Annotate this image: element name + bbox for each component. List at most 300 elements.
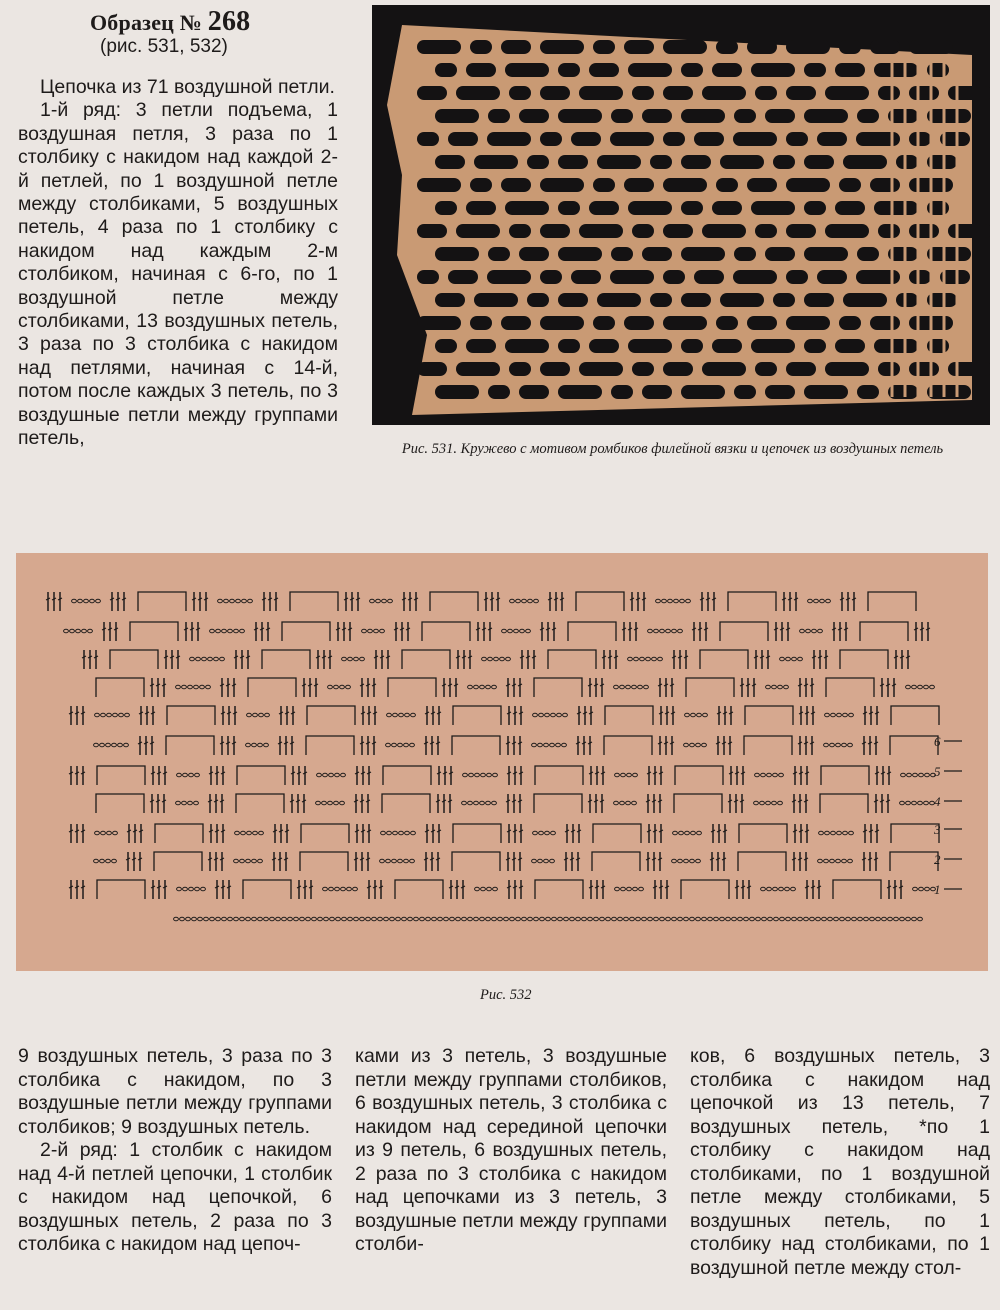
chain-stitch-symbol [119,713,124,717]
foundation-chain-symbol [228,917,233,921]
chain-stitch-symbol [539,713,544,717]
foundation-chain-symbol [324,917,329,921]
chain-stitch-symbol [468,685,473,689]
foundation-chain-symbol [270,917,275,921]
text-column-2 [355,1045,667,1257]
foundation-chain-symbol [624,917,629,921]
foundation-chain-symbol [798,917,803,921]
chain-stitch-symbol [702,743,707,747]
foundation-chain-symbol [906,917,911,921]
chain-stitch-symbol [918,685,923,689]
chain-stitch-symbol [528,599,533,603]
chain-arc-symbol [453,706,501,725]
chain-stitch-symbol [334,685,339,689]
lace-hole [540,362,570,376]
foundation-chain-symbol [828,917,833,921]
chain-stitch-symbol [125,713,130,717]
foundation-chain-symbol [750,917,755,921]
foundation-chain-symbol [612,917,617,921]
chain-arc-symbol [548,650,596,669]
chain-stitch-symbol [234,859,239,863]
foundation-chain-symbol [918,917,923,921]
lace-hole [804,293,834,307]
foundation-chain-symbol [600,917,605,921]
column-2-paragraph-1: ками из 3 петель, 3 воздушные петли между группами столбиков, 6 воздушных петель, 3 столбика с накидом над серединой цепочки из 9 петель, 6 воздушных петель, 2 раза по 3 столбика с накидом над цепочками из 3 петель, 3 воздушные петли между группами столби- [355,1045,667,1255]
chain-stitch-symbol [824,859,829,863]
chain-stitch-symbol [323,887,328,891]
crochet-chart-diagram [16,553,988,971]
lace-hole [571,132,601,146]
lace-hole [488,385,510,399]
lace-hole [540,224,570,238]
foundation-chain-symbol [522,917,527,921]
lace-hole [435,63,457,77]
lace-hole [466,339,496,353]
foundation-chain-symbol [528,917,533,921]
lace-hole [509,86,531,100]
foundation-chain-symbol [582,917,587,921]
foundation-chain-symbol [300,917,305,921]
chain-stitch-symbol [640,657,645,661]
lace-hole [435,339,457,353]
chain-stitch-symbol [240,629,245,633]
chain-stitch-symbol [539,831,544,835]
chain-stitch-symbol [468,801,473,805]
foundation-chain-symbol [792,917,797,921]
figure-532-caption: Рис. 532 [480,987,532,1003]
chain-arc-symbol [728,592,776,611]
foundation-chain-symbol [216,917,221,921]
chain-stitch-symbol [912,685,917,689]
chain-arc-symbol [745,706,793,725]
chain-stitch-symbol [488,657,493,661]
chain-stitch-symbol [183,773,188,777]
lace-hole [579,362,623,376]
foundation-chain-symbol [360,917,365,921]
lace-hole [702,86,746,100]
chain-stitch-symbol [241,831,246,835]
foundation-chain-symbol [870,917,875,921]
chain-stitch-symbol [773,887,778,891]
chain-stitch-symbol [404,743,409,747]
lace-hole [417,316,461,330]
chain-stitch-symbol [246,859,251,863]
chain-stitch-symbol [177,773,182,777]
foundation-chain-symbol [384,917,389,921]
chain-stitch-symbol [405,831,410,835]
foundation-chain-symbol [456,917,461,921]
chain-stitch-symbol [234,629,239,633]
foundation-chain-symbol [372,917,377,921]
chain-stitch-symbol [200,685,205,689]
foundation-chain-symbol [768,917,773,921]
foundation-chain-symbol [336,917,341,921]
foundation-chain-symbol [288,917,293,921]
chain-arc-symbol [820,794,868,813]
chain-stitch-symbol [644,685,649,689]
chain-stitch-symbol [95,831,100,835]
chain-arc-symbol [891,706,939,725]
lace-hole [870,178,900,192]
lace-hole [448,270,478,284]
lace-hole [417,224,447,238]
lace-hole [435,247,479,261]
chain-stitch-symbol [100,743,105,747]
chain-arc-symbol [167,706,215,725]
foundation-chain-symbol [504,917,509,921]
foundation-chain-symbol [810,917,815,921]
foundation-chain-symbol [174,917,179,921]
foundation-chain-symbol [900,917,905,921]
chain-stitch-symbol [334,801,339,805]
chain-stitch-symbol [218,599,223,603]
chain-stitch-symbol [626,801,631,805]
chain-stitch-symbol [662,599,667,603]
lace-hole [681,247,725,261]
lace-hole [773,155,795,169]
lace-hole [624,40,654,54]
pattern-title [90,6,360,38]
chain-arc-symbol [821,766,869,785]
chain-arc-symbol [604,736,652,755]
lace-hole [540,86,570,100]
column-1-paragraph-1: 9 воздушных петель, 3 раза по 3 столбика с накидом, по 3 воздушные петли между группами столбиков; 9 воздушных петель. [18,1045,332,1138]
chain-arc-symbol [738,852,786,871]
chain-stitch-symbol [340,685,345,689]
lace-hole [417,270,439,284]
chain-stitch-symbol [265,713,270,717]
chain-stitch-symbol [691,831,696,835]
chain-stitch-symbol [399,713,404,717]
lace-hole [505,63,549,77]
chain-stitch-symbol [242,599,247,603]
lace-hole [456,224,500,238]
lace-hole [878,224,900,238]
chain-stitch-symbol [177,887,182,891]
foundation-chain-symbol [450,917,455,921]
lace-hole [755,224,777,238]
lace-hole [896,155,918,169]
chain-stitch-symbol [124,743,129,747]
chain-stitch-symbol [107,831,112,835]
foundation-chain-symbol [618,917,623,921]
chain-stitch-symbol [779,887,784,891]
foundation-chain-symbol [258,917,263,921]
foundation-chain-symbol [696,917,701,921]
chain-stitch-symbol [634,657,639,661]
chain-arc-symbol [262,650,310,669]
chain-stitch-symbol [913,887,918,891]
lace-hole [720,293,764,307]
lace-hole [435,385,479,399]
foundation-chain-symbol [474,917,479,921]
foundation-chain-symbol [894,917,899,921]
chain-stitch-symbol [411,831,416,835]
chain-arc-symbol [568,622,616,641]
chain-stitch-symbol [410,743,415,747]
chain-stitch-symbol [88,629,93,633]
chain-stitch-symbol [674,599,679,603]
lace-hole [694,132,724,146]
foundation-chain-symbol [888,917,893,921]
lace-hole [456,362,500,376]
foundation-chain-symbol [486,917,491,921]
chain-stitch-symbol [678,859,683,863]
chain-stitch-symbol [766,685,771,689]
chain-arc-symbol [97,766,145,785]
chain-arc-symbol [395,880,443,899]
foundation-chain-symbol [294,917,299,921]
lace-hole [663,270,685,284]
chain-arc-symbol [833,880,881,899]
chain-stitch-symbol [697,713,702,717]
chain-stitch-symbol [779,773,784,777]
chain-stitch-symbol [253,831,258,835]
chain-stitch-symbol [474,801,479,805]
lace-hole [681,339,703,353]
foundation-chain-symbol [198,917,203,921]
lace-hole [540,40,584,54]
chain-arc-symbol [166,736,214,755]
lace-hole [448,132,478,146]
chain-stitch-symbol [183,887,188,891]
lace-hole [909,270,931,284]
chain-stitch-symbol [206,685,211,689]
chain-stitch-symbol [772,685,777,689]
chain-stitch-symbol [673,831,678,835]
chain-stitch-symbol [620,685,625,689]
chain-stitch-symbol [825,831,830,835]
lace-hole [663,316,707,330]
foundation-chain-symbol [282,917,287,921]
chain-stitch-symbol [648,629,653,633]
row-number-label: 2 [934,852,941,867]
chain-stitch-symbol [404,859,409,863]
foundation-chain-symbol [546,917,551,921]
chain-stitch-symbol [182,801,187,805]
chain-stitch-symbol [106,743,111,747]
lace-hole [751,339,795,353]
chain-arc-symbol [97,880,145,899]
chain-stitch-symbol [101,831,106,835]
chain-arc-symbol [840,650,888,669]
chain-stitch-symbol [342,657,347,661]
chain-arc-symbol [534,678,582,697]
foundation-chain-symbol [660,917,665,921]
chain-arc-symbol [382,794,430,813]
foundation-chain-symbol [204,917,209,921]
lace-hole [470,316,492,330]
lace-hole [435,109,479,123]
lace-hole [948,362,990,376]
chain-stitch-symbol [533,831,538,835]
chain-stitch-symbol [849,713,854,717]
foundation-chain-symbol [468,917,473,921]
foundation-chain-symbol [846,917,851,921]
lace-hole [747,40,777,54]
lace-hole [681,109,725,123]
foundation-chain-symbol [180,917,185,921]
chain-stitch-symbol [82,629,87,633]
chain-stitch-symbol [761,887,766,891]
lace-hole [681,155,711,169]
chain-stitch-symbol [626,685,631,689]
chain-stitch-symbol [486,685,491,689]
chain-stitch-symbol [767,887,772,891]
chain-stitch-symbol [78,599,83,603]
chain-arc-symbol [681,880,729,899]
foundation-chain-symbol [498,917,503,921]
lace-hole [786,40,830,54]
row-number-label: 4 [934,794,941,809]
chain-stitch-symbol [696,859,701,863]
chain-stitch-symbol [545,713,550,717]
chain-stitch-symbol [72,599,77,603]
lace-hole [835,339,865,353]
chain-stitch-symbol [387,831,392,835]
chain-arc-symbol [243,880,291,899]
chain-stitch-symbol [482,657,487,661]
foundation-chain-symbol [252,917,257,921]
foundation-chain-symbol [744,917,749,921]
lace-hole [505,201,549,215]
lace-hole [589,339,619,353]
lace-hole [628,63,672,77]
chain-stitch-symbol [830,859,835,863]
lace-hole [589,63,619,77]
chain-stitch-symbol [563,713,568,717]
chain-stitch-symbol [842,859,847,863]
lace-hole [417,178,461,192]
chain-arc-symbol [383,766,431,785]
chain-stitch-symbol [520,629,525,633]
chain-stitch-symbol [837,713,842,717]
chain-stitch-symbol [550,743,555,747]
chain-stitch-symbol [646,657,651,661]
lace-hole [650,293,672,307]
lace-hole [786,178,830,192]
lace-hole [593,178,615,192]
lace-hole [527,293,549,307]
chain-arc-symbol [592,852,640,871]
chain-stitch-symbol [208,657,213,661]
lace-hole [839,178,861,192]
lace-hole [435,201,457,215]
chain-stitch-symbol [475,887,480,891]
chain-stitch-symbol [924,685,929,689]
lace-hole [948,86,990,100]
foundation-chain-symbol [636,917,641,921]
foundation-chain-symbol [342,917,347,921]
foundation-chain-symbol [858,917,863,921]
chain-arc-symbol [744,736,792,755]
chain-stitch-symbol [919,887,924,891]
lace-hole [474,155,518,169]
chain-stitch-symbol [912,801,917,805]
chain-stitch-symbol [118,743,123,747]
foundation-chain-symbol [684,917,689,921]
lace-hole [589,201,619,215]
chain-arc-symbol [675,766,723,785]
chain-stitch-symbol [615,887,620,891]
chain-stitch-symbol [684,859,689,863]
foundation-chain-symbol [708,917,713,921]
foundation-chain-symbol [312,917,317,921]
chain-stitch-symbol [393,713,398,717]
chain-stitch-symbol [508,629,513,633]
chain-stitch-symbol [469,773,474,777]
foundation-chain-symbol [306,917,311,921]
chain-arc-symbol [430,592,478,611]
foundation-chain-symbol [246,917,251,921]
chain-stitch-symbol [836,859,841,863]
lace-hole [663,132,685,146]
foundation-chain-symbol [672,917,677,921]
chain-stitch-symbol [703,713,708,717]
lace-hole [804,63,826,77]
chain-stitch-symbol [551,713,556,717]
chain-arc-symbol [236,794,284,813]
chain-stitch-symbol [317,773,322,777]
lace-hole [804,339,826,353]
lace-hole [558,201,580,215]
chain-arc-symbol [826,678,874,697]
chain-stitch-symbol [176,801,181,805]
chain-stitch-symbol [392,859,397,863]
chain-arc-symbol [593,824,641,843]
foundation-chain-symbol [276,917,281,921]
foundation-chain-symbol [510,917,515,921]
chain-arc-symbol [388,678,436,697]
lace-hole [765,109,795,123]
chain-stitch-symbol [780,657,785,661]
lace-hole [720,155,764,169]
lace-hole [786,132,808,146]
lace-hole [765,385,795,399]
chain-stitch-symbol [544,743,549,747]
chain-stitch-symbol [836,743,841,747]
chain-stitch-symbol [348,657,353,661]
foundation-chain-symbol [390,917,395,921]
chain-stitch-symbol [697,831,702,835]
chain-stitch-symbol [398,859,403,863]
chain-stitch-symbol [493,773,498,777]
chain-stitch-symbol [374,629,379,633]
text-column-3 [690,1045,990,1280]
chain-stitch-symbol [538,859,543,863]
lace-hole [474,293,518,307]
lace-hole [435,155,465,169]
chain-stitch-symbol [633,773,638,777]
chain-stitch-symbol [814,599,819,603]
chain-stitch-symbol [684,743,689,747]
chain-stitch-symbol [247,831,252,835]
lace-hole [839,316,861,330]
chain-stitch-symbol [264,743,269,747]
chain-stitch-symbol [639,887,644,891]
chain-stitch-symbol [679,831,684,835]
foundation-chain-symbol [816,917,821,921]
lace-hole [558,293,588,307]
lace-hole [927,247,971,261]
chain-stitch-symbol [778,801,783,805]
lace-hole [628,339,672,353]
lace-hole [540,178,584,192]
chain-stitch-symbol [672,629,677,633]
lace-hole [694,270,724,284]
chain-stitch-symbol [258,859,263,863]
foundation-chain-symbol [432,917,437,921]
